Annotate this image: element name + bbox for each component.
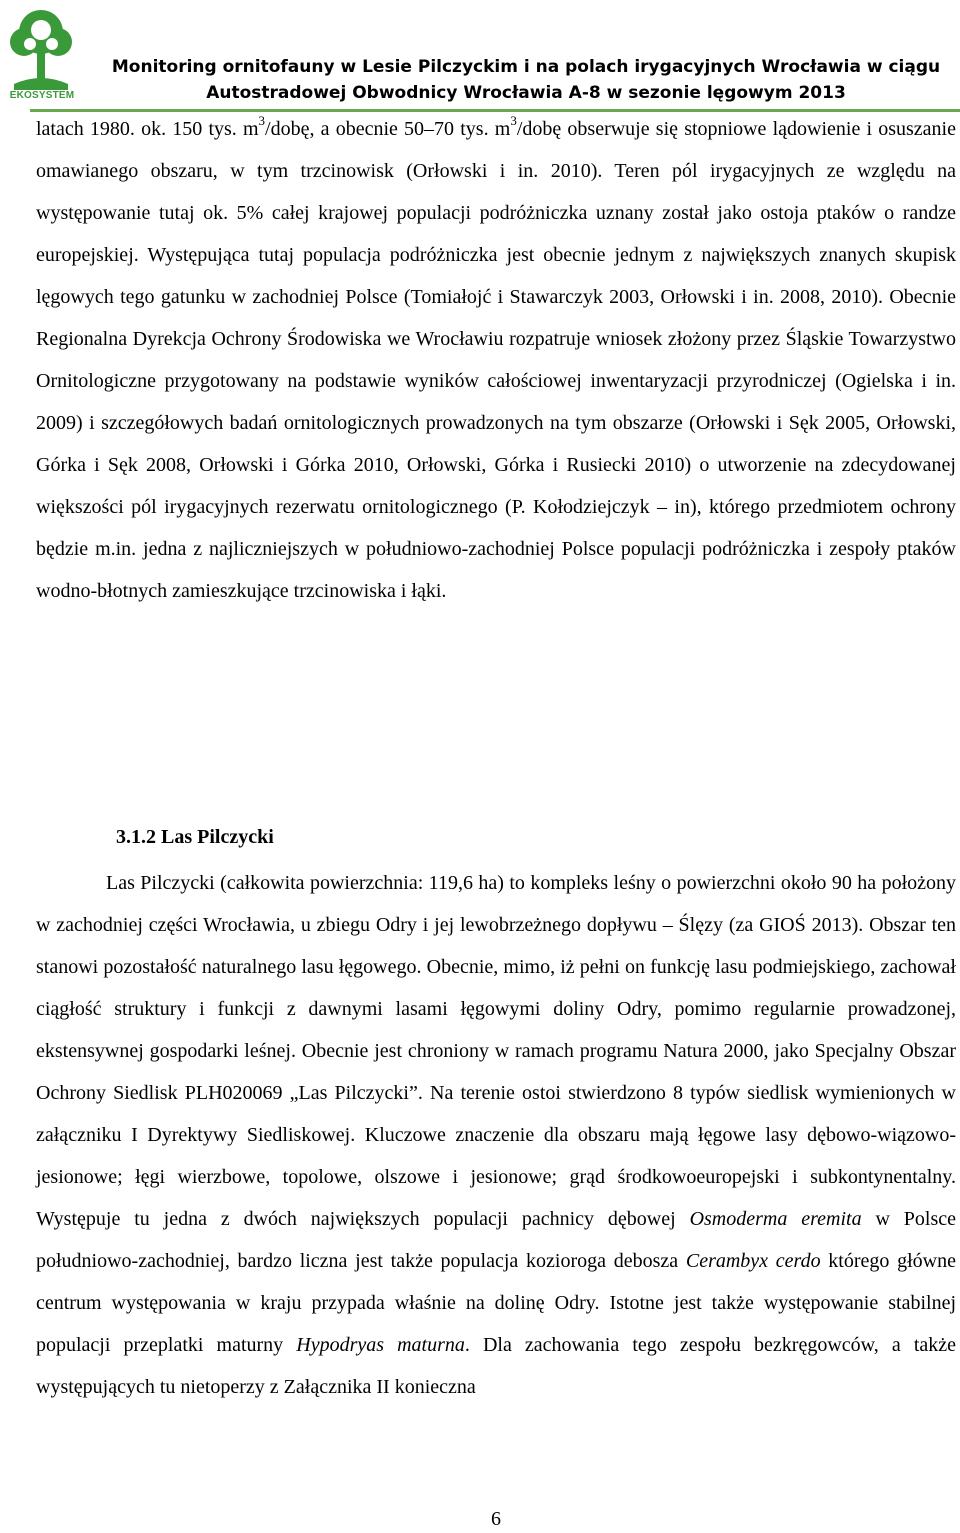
paragraph-2-text-b: w Polsce południowo-zachodniej, bardzo liczna jest także populacja kozioroga debosza	[36, 1208, 957, 1272]
paragraph-las-pilczycki	[36, 862, 956, 1408]
page-header	[0, 0, 960, 112]
header-title	[96, 54, 956, 106]
paragraph-1-text-c: /dobę obserwuje się stopniowe lądowienie i osuszanie omawianego obszaru, w tym trzcinowisk (Orłowski i in. 2010). Teren pól irygacyjnych ze względu na występowanie tutaj ok. 5% całej krajowej populacji podróżniczka uznany został jako ostoja ptaków o randze europejskiej. Występująca tutaj populacja podróżniczka jest obecnie jednym z największych znanych skupisk lęgowych tego gatunku w zachodniej Polsce (Tomiałojć i Stawarczyk 2003, Orłowski i in. 2008, 2010). Obecnie Regionalna Dyrekcja Ochrony Środowiska we Wrocławiu rozpatruje wniosek złożony przez Śląskie Towarzystwo Ornitologiczne przygotowany na podstawie wyników całościowej inwentaryzacji przyrodniczej (Ogielska i in. 2009) i szczegółowych badań ornitologicznych prowadzonych na tym obszarze (Orłowski i Sęk 2005, Orłowski, Górka i Sęk 2008, Orłowski i Górka 2010, Orłowski, Górka i Rusiecki 2010) o utworzenie na zdecydowanej większości pól irygacyjnych rezerwatu ornitologicznego (P. Kołodziejczyk – in), którego przedmiotem ochrony będzie m.in. jedna z najliczniejszych w południowo-zachodniej Polsce populacji podróżniczka i zespoły ptaków wodno-błotnych zamieszkujące trzcinowiska i łąki.	[36, 118, 956, 602]
section-heading: 3.1.2 Las Pilczycki	[116, 826, 274, 848]
logo-text: EKOSYSTEM	[9, 90, 75, 101]
header-title-line-2: Autostradowej Obwodnicy Wrocławia A-8 w sezonie lęgowym 2013	[206, 83, 846, 103]
paragraph-pola-irygacyjne	[36, 108, 956, 612]
paragraph-1-text-b: /dobę, a obecnie 50–70 tys. m	[265, 118, 511, 140]
species-name-hypodryas: Hypodryas maturna	[296, 1334, 465, 1356]
superscript-3: 3	[510, 113, 517, 129]
paragraph-2-text-a: Las Pilczycki (całkowita powierzchnia: 119,6 ha) to kompleks leśny o powierzchni około 90 ha położony w zachodniej części Wrocławia, u zbiegu Odry i jej lewobrzeżnego dopływu – Ślęzy (za GIOŚ 2013). Obszar ten stanowi pozostałość naturalnego lasu łęgowego. Obecnie, mimo, iż pełni on funkcję lasu podmiejskiego, zachował ciągłość struktury i funkcji z dawnymi lasami łęgowymi doliny Odry, pomimo regularnie prowadzonej, ekstensywnej gospodarki leśnej. Obecnie jest chroniony w ramach programu Natura 2000, jako Specjalny Obszar Ochrony Siedlisk PLH020069 „Las Pilczycki”. Na terenie ostoi stwierdzono 8 typów siedlisk wymienionych w załączniku I Dyrektywy Siedliskowej. Kluczowe znaczenie dla obszaru mają łęgowe lasy dębowo-wiązowo-jesionowe; łęgi wierzbowe, topolowe, olszowe i jesionowe; grąd środkowoeuropejski i subkontynentalny. Występuje tu jedna z dwóch największych populacji pachnicy dębowej	[36, 872, 956, 1230]
ekosystem-tree-logo-icon	[4, 2, 78, 102]
paragraph-2-text-d: . Dla zachowania tego zespołu bezkręgowców, a także występujących tu nietoperzy z Załącznika II konieczna	[36, 1334, 957, 1398]
paragraph-2-text-c: którego główne centrum występowania w kraju przypada właśnie na dolinę Odry. Istotne jest także występowanie stabilnej populacji przeplatki maturny	[36, 1250, 956, 1356]
header-title-line-1: Monitoring ornitofauny w Lesie Pilczyckim i na polach irygacyjnych Wrocławia w ciągu	[111, 57, 941, 77]
superscript-3: 3	[258, 113, 266, 129]
paragraph-1-text-a: latach 1980. ok. 150 tys. m	[36, 118, 259, 140]
species-name-osmoderma: Osmoderma eremita	[689, 1208, 862, 1230]
species-name-cerambyx: Cerambyx cerdo	[685, 1250, 821, 1272]
page-number: 6	[491, 1508, 501, 1530]
